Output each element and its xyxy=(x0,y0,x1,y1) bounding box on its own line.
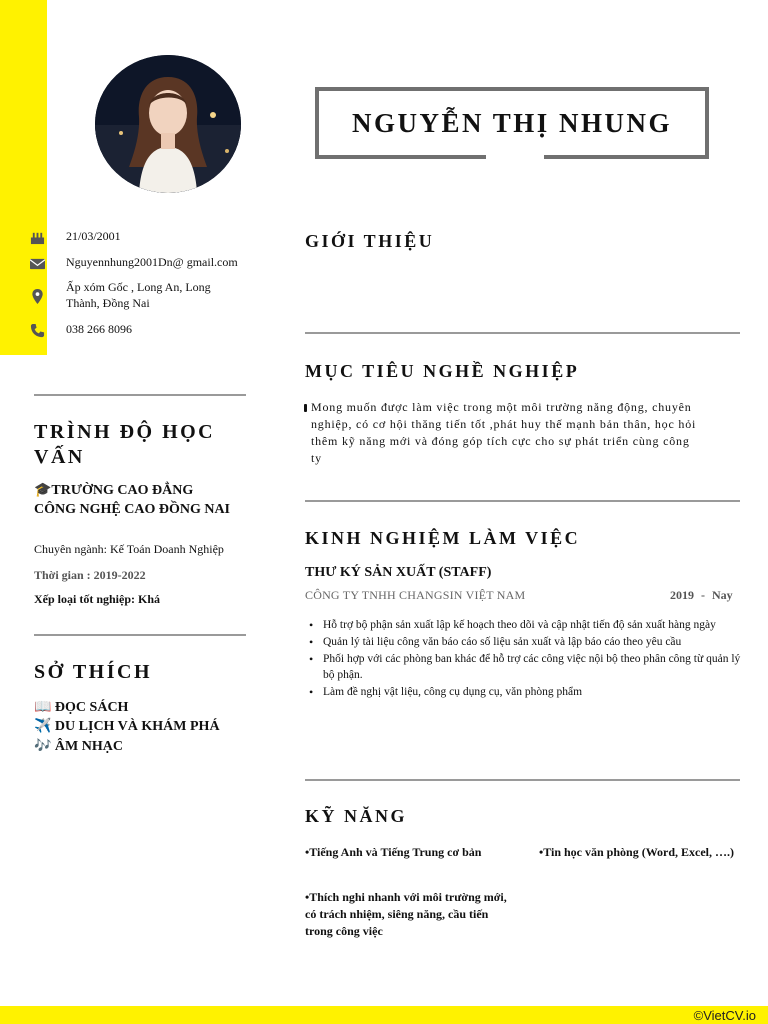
hobby-travel: ✈️ DU LỊCH VÀ KHÁM PHÁ xyxy=(34,719,220,734)
location-pin-icon xyxy=(28,287,46,305)
graduation-grade: Xếp loại tốt nghiệp: Khá xyxy=(34,592,161,606)
study-time: Thời gian : 2019-2022 xyxy=(34,568,146,582)
name-box-gap xyxy=(486,155,544,159)
name-box xyxy=(315,87,709,159)
duties-list xyxy=(305,617,745,701)
skill-office: •Tin học văn phòng (Word, Excel, ….) xyxy=(539,845,735,859)
skills-title: KỸ NĂNG xyxy=(305,806,407,826)
skill-adaptability: •Thích nghi nhanh với môi trường mới, có trách nhiệm, siêng năng, cầu tiến trong công việc xyxy=(305,890,507,938)
contact-birthday xyxy=(28,228,121,246)
footer-brand[interactable]: ©VietCV.io xyxy=(693,1008,756,1023)
company-name: CÔNG TY TNHH CHANGSIN VIỆT NAM xyxy=(305,588,526,602)
education-title: TRÌNH ĐỘ HỌC VẤN xyxy=(34,421,216,468)
major-text: Chuyên ngành: Kế Toán Doanh Nghiệp xyxy=(34,542,224,556)
duty-item: • Hỗ trợ bộ phận sản xuất lập kế hoạch theo dõi và cập nhật tiến độ sản xuất hàng ngày xyxy=(305,617,745,633)
divider-right-2 xyxy=(305,500,740,502)
birthday-text: 21/03/2001 xyxy=(66,229,121,243)
objective-title: MỤC TIÊU NGHỀ NGHIỆP xyxy=(305,361,580,381)
cake-icon xyxy=(28,228,46,246)
hobbies-title: SỞ THÍCH xyxy=(34,661,152,683)
job-title: THƯ KÝ SẢN XUẤT (STAFF) xyxy=(305,565,492,580)
hobby-reading: 📖 ĐỌC SÁCH xyxy=(34,700,129,715)
phone-text[interactable]: 038 266 8096 xyxy=(66,322,132,336)
footer-bar xyxy=(0,1006,768,1024)
objective-text: Mong muốn được làm việc trong một môi trường năng động, chuyên nghiệp, có cơ hội thăng tiến tốt ,phát huy thế mạnh bản thân, học hỏi thêm kỹ năng mới và đóng góp tích cực cho sự phát triển cùng công ty xyxy=(311,400,697,465)
email-link[interactable]: Nguyennhung2001Dn@ gmail.com xyxy=(66,255,238,269)
school-name: 🎓TRƯỜNG CAO ĐẲNG CÔNG NGHỆ CAO ĐỒNG NAI xyxy=(34,483,231,517)
divider-left-1 xyxy=(34,394,246,396)
objective-marker xyxy=(304,404,307,412)
profile-photo xyxy=(95,55,241,193)
divider-left-2 xyxy=(34,634,246,636)
contact-phone xyxy=(28,321,132,339)
contact-email xyxy=(28,254,238,272)
duty-item: • Phối hợp với các phòng ban khác để hỗ trợ các công việc nội bộ theo phân công từ quản lý bộ phận. xyxy=(305,651,745,683)
phone-icon xyxy=(28,321,46,339)
duty-item: • Quản lý tài liệu công văn báo cáo số liệu sản xuất và lập báo cáo theo yêu cầu xyxy=(305,634,745,650)
experience-title: KINH NGHIỆM LÀM VIỆC xyxy=(305,528,581,548)
hobby-music: 🎶 ÂM NHẠC xyxy=(34,739,123,754)
intro-title: GIỚI THIỆU xyxy=(305,231,435,251)
divider-right-3 xyxy=(305,779,740,781)
avatar xyxy=(95,55,241,193)
contact-address xyxy=(28,279,211,310)
divider-right-1 xyxy=(305,332,740,334)
address-text: Ấp xóm Gốc , Long An, Long Thành, Đồng Nai xyxy=(66,280,211,310)
candidate-name: NGUYỄN THỊ NHUNG xyxy=(351,107,673,138)
envelope-icon xyxy=(28,254,46,272)
job-date: 2019 - Nay xyxy=(670,588,733,602)
duty-item: • Làm đề nghị vật liệu, công cụ dụng cụ, văn phòng phẩm xyxy=(305,684,745,700)
skill-languages: •Tiếng Anh và Tiếng Trung cơ bản xyxy=(305,845,482,859)
